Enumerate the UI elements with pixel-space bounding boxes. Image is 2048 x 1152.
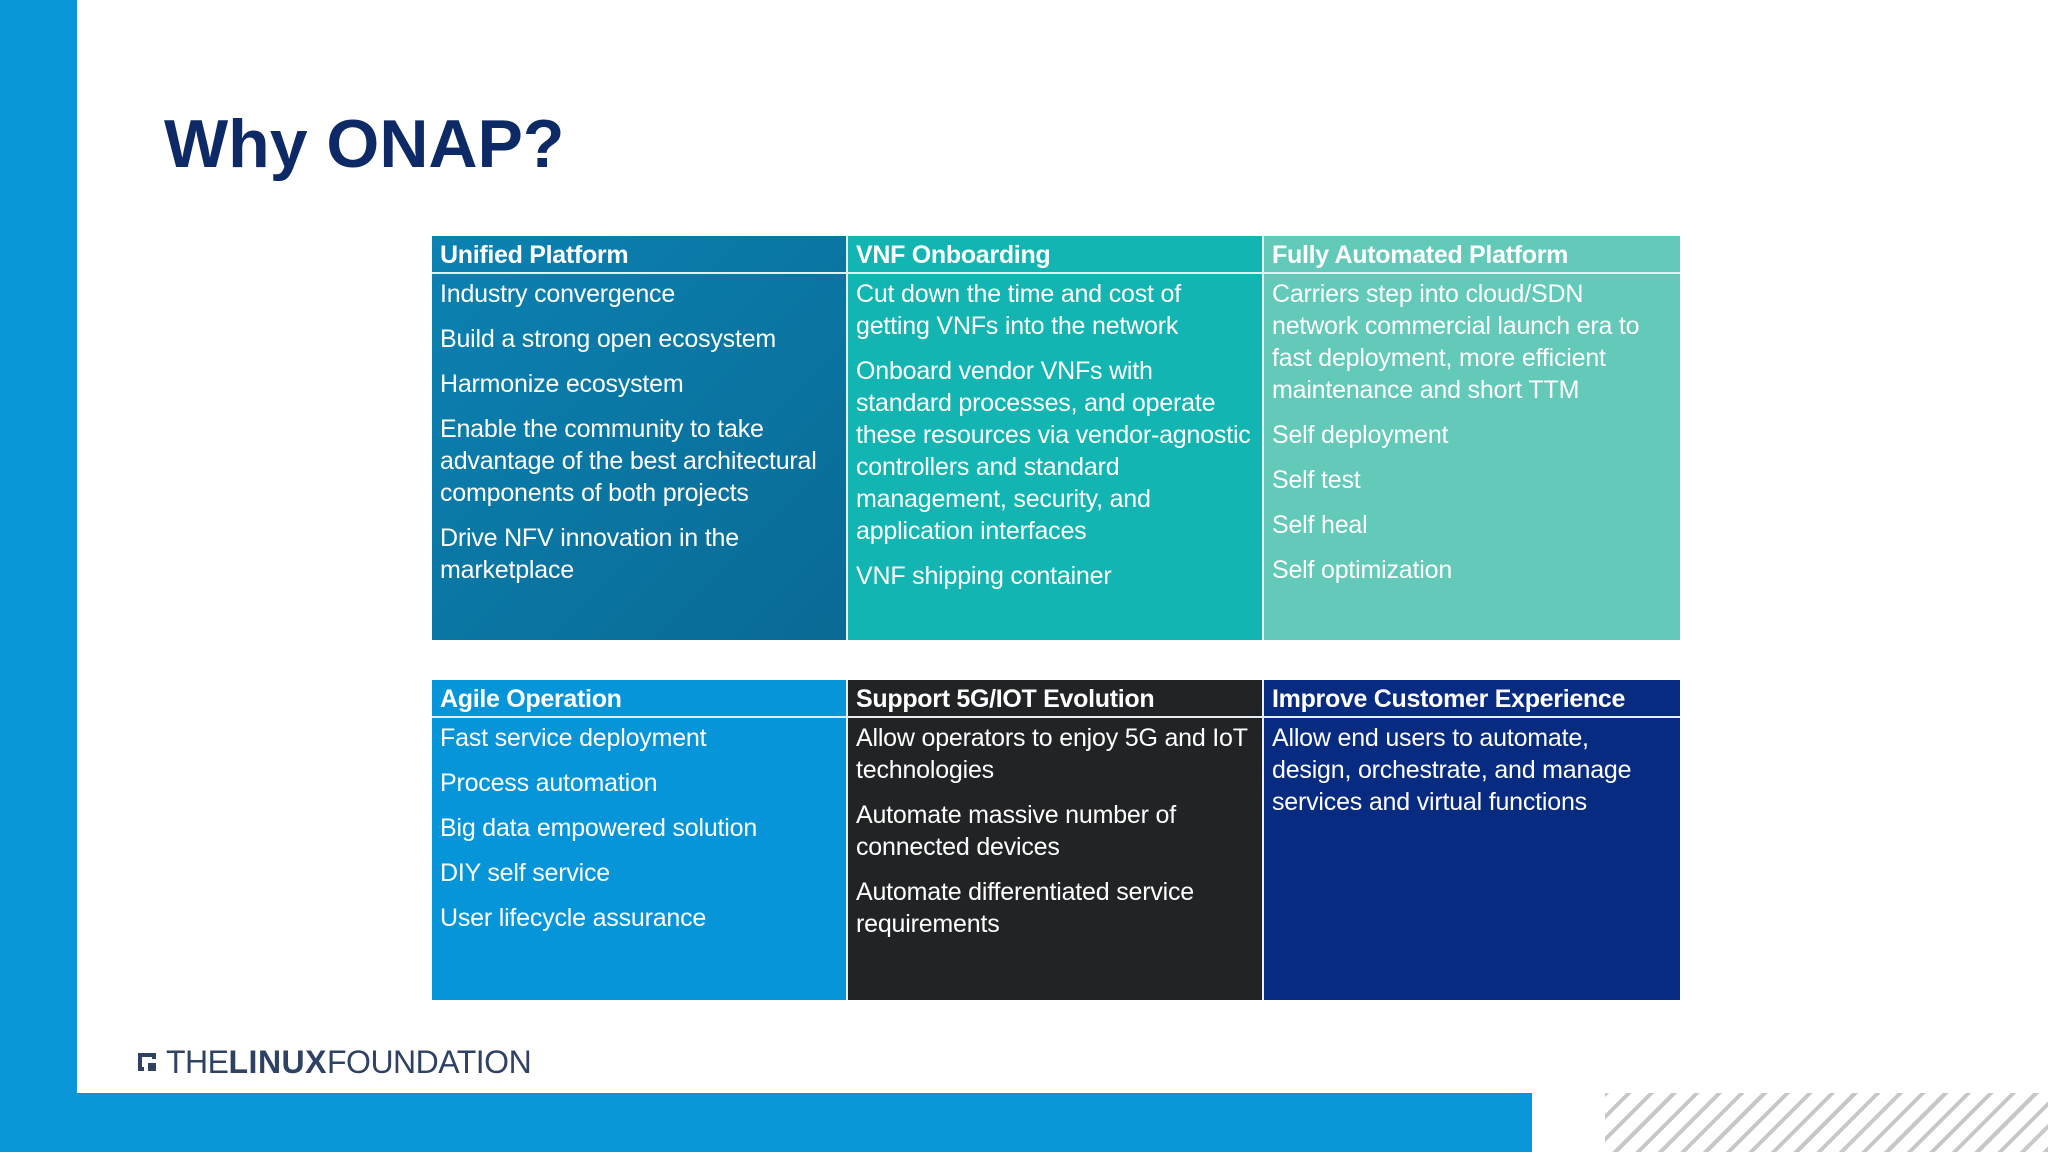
- list-item: Self optimization: [1272, 556, 1453, 584]
- logo-text-the: THE: [166, 1043, 229, 1080]
- list-item: Allow end users to automate, design, orchestrate, and manage services and virtual functions: [1272, 724, 1632, 816]
- linux-foundation-logo: [136, 1044, 531, 1080]
- cell-support-5g-iot: [848, 680, 1264, 1000]
- list-item: Self heal: [1272, 511, 1368, 539]
- cell-header: Fully Automated Platform: [1264, 236, 1680, 274]
- cell-fully-automated-platform: [1264, 236, 1680, 640]
- list-item: Carriers step into cloud/SDN network commercial launch era to fast deployment, more efficient maintenance and short TTM: [1272, 280, 1640, 404]
- cell-vnf-onboarding: [848, 236, 1264, 640]
- cell-header: Support 5G/IOT Evolution: [848, 680, 1262, 718]
- list-item: Automate massive number of connected devices: [856, 801, 1176, 861]
- list-item: Onboard vendor VNFs with standard processes, and operate these resources via vendor-agnostic controllers and standard management, security, and application interfaces: [856, 357, 1251, 545]
- cell-header: Improve Customer Experience: [1264, 680, 1680, 718]
- cell-agile-operation: [432, 680, 848, 1000]
- slide-title: Why ONAP?: [164, 106, 565, 182]
- grid-row-top: [432, 236, 1684, 640]
- list-item: Cut down the time and cost of getting VNFs into the network: [856, 280, 1181, 340]
- cell-item-list: [432, 718, 846, 934]
- hatch-pattern: [1605, 1093, 2048, 1152]
- bottom-accent-bar: [0, 1093, 1532, 1152]
- list-item: Self deployment: [1272, 421, 1449, 449]
- cell-improve-customer-experience: [1264, 680, 1680, 1000]
- grid-row-bottom: [432, 680, 1684, 1000]
- list-item: Fast service deployment: [440, 724, 707, 752]
- list-item: Self test: [1272, 466, 1361, 494]
- list-item: Enable the community to take advantage of the best architectural components of both projects: [440, 415, 817, 507]
- list-item: Drive NFV innovation in the marketplace: [440, 524, 739, 584]
- list-item: VNF shipping container: [856, 562, 1112, 590]
- cell-item-list: [1264, 274, 1680, 586]
- cell-item-list: [848, 718, 1262, 940]
- left-accent-bar: [0, 0, 77, 1152]
- list-item: Build a strong open ecosystem: [440, 325, 777, 353]
- list-item: Harmonize ecosystem: [440, 370, 684, 398]
- list-item: Automate differentiated service requirements: [856, 878, 1194, 938]
- list-item: User lifecycle assurance: [440, 904, 707, 932]
- logo-text-foundation: FOUNDATION: [327, 1043, 532, 1080]
- list-item: DIY self service: [440, 859, 611, 887]
- cell-item-list: [432, 274, 846, 586]
- linux-foundation-bracket-icon: [136, 1051, 158, 1073]
- list-item: Big data empowered solution: [440, 814, 758, 842]
- logo-text-linux: LINUX: [228, 1043, 327, 1080]
- list-item: Process automation: [440, 769, 658, 797]
- cell-unified-platform: [432, 236, 848, 640]
- cell-item-list: [848, 274, 1262, 592]
- cell-item-list: [1264, 718, 1680, 818]
- list-item: Industry convergence: [440, 280, 676, 308]
- benefits-grid: [432, 236, 1684, 1002]
- cell-header: Unified Platform: [432, 236, 846, 274]
- cell-header: VNF Onboarding: [848, 236, 1262, 274]
- list-item: Allow operators to enjoy 5G and IoT technologies: [856, 724, 1248, 784]
- cell-header: Agile Operation: [432, 680, 846, 718]
